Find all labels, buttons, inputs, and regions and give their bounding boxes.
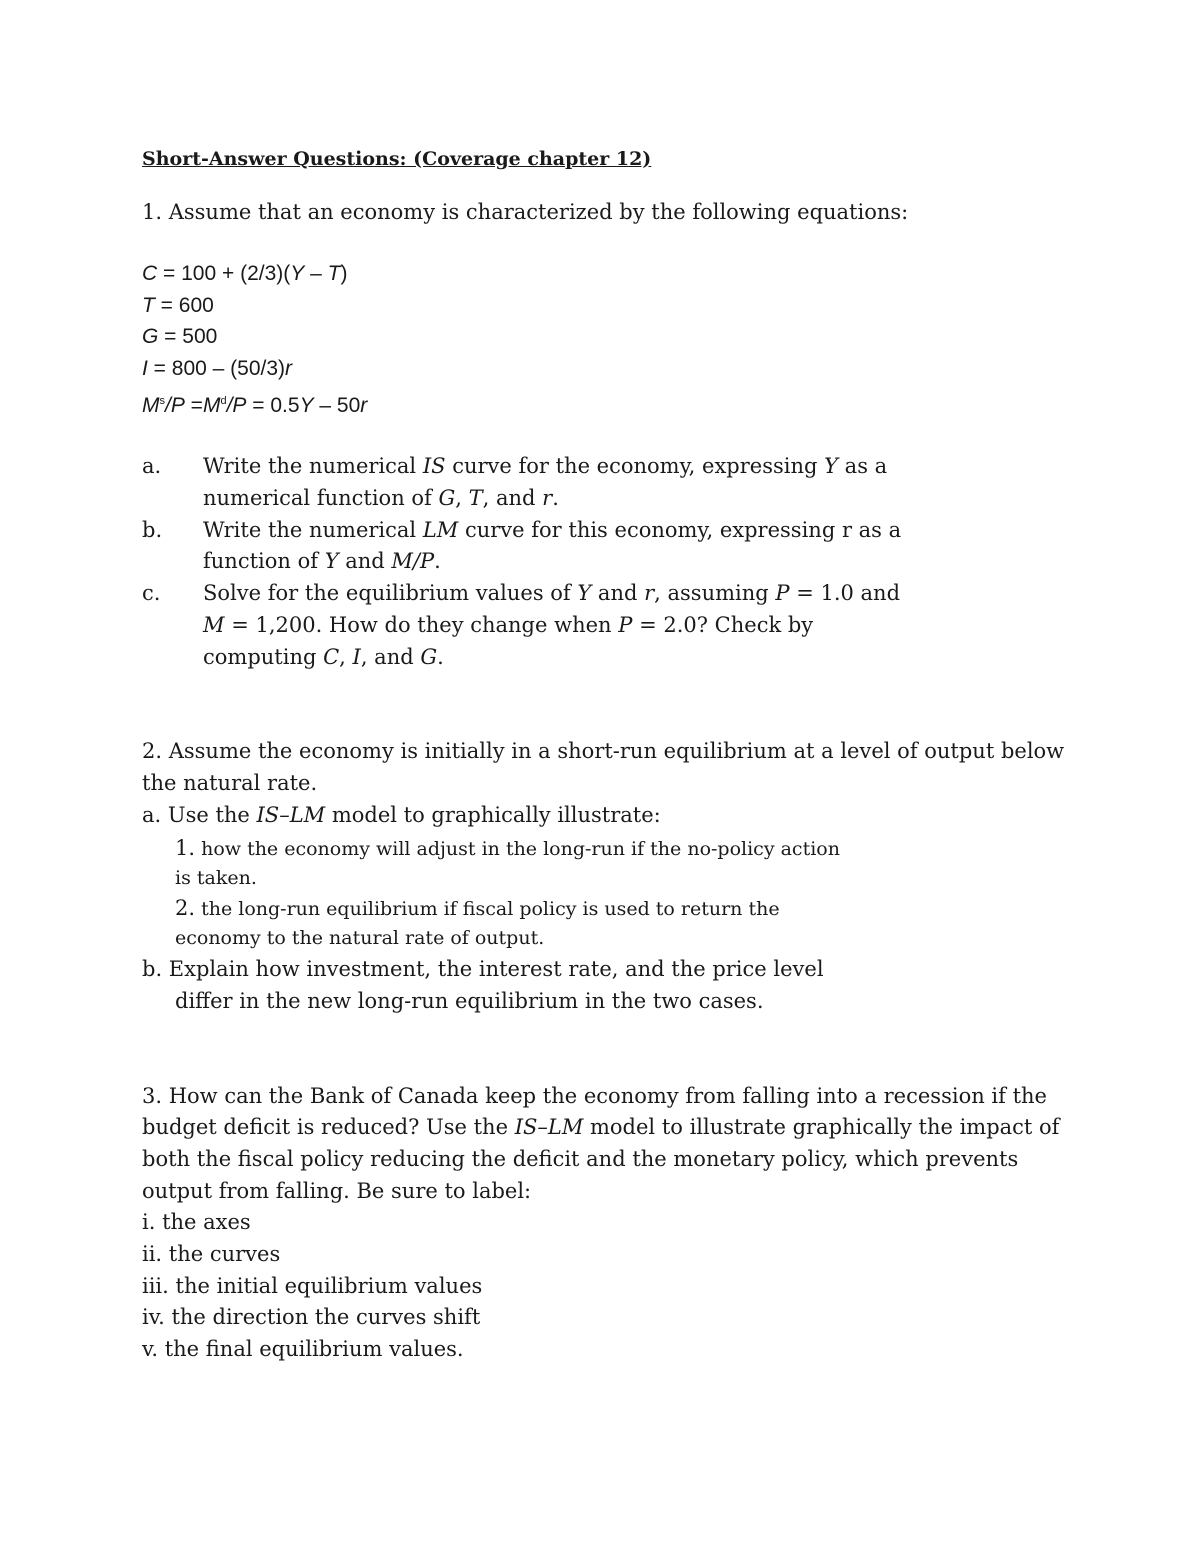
question-1c-line-3: computing C, I, and G. <box>203 645 444 669</box>
equation-taxes: T = 600 <box>142 294 214 317</box>
label-list-item: i. the axes <box>142 1210 251 1234</box>
question-1c-line-1: Solve for the equilibrium values of Y and r, assuming P = 1.0 and <box>203 581 901 605</box>
question-1c-line-2: M = 1,200. How do they change when P = 2.0? Check by <box>203 613 814 637</box>
question-3-line-4: output from falling. Be sure to label: <box>142 1179 532 1203</box>
question-2-line-2: the natural rate. <box>142 771 318 795</box>
page-title: Short-Answer Questions: (Coverage chapter 12) <box>142 148 652 170</box>
equation-consumption: C = 100 + (2/3)(Y – T) <box>142 262 348 285</box>
question-1a-line-2: numerical function of G, T, and r. <box>203 486 559 510</box>
label-list-item: iv. the direction the curves shift <box>142 1305 481 1329</box>
question-3-line-2: budget deficit is reduced? Use the IS–LM model to illustrate graphically the impact of <box>142 1115 1060 1139</box>
label-list-item: ii. the curves <box>142 1242 281 1266</box>
question-2a: a. Use the IS–LM model to graphically illustrate: <box>142 803 661 827</box>
question-2a-item-2: 2. the long-run equilibrium if fiscal policy is used to return the <box>175 896 780 920</box>
equation-money-market: $M^s/P =M^d/P = 0.5Y - 50r$ <box>142 394 368 417</box>
equation-government: G = 500 <box>142 325 218 348</box>
question-1b-line-2: function of Y and M/P. <box>203 549 441 573</box>
question-2b-line-2: differ in the new long-run equilibrium in the two cases. <box>175 989 764 1013</box>
equation-investment: I = 800 – (50/3)r <box>142 357 293 380</box>
question-2-line-1: 2. Assume the economy is initially in a short-run equilibrium at a level of output below <box>142 739 1065 763</box>
question-1a-line-1: Write the numerical IS curve for the economy, expressing Y as a <box>203 454 888 478</box>
label-list-item: iii. the initial equilibrium values <box>142 1274 483 1298</box>
question-2b-line-1: b. Explain how investment, the interest rate, and the price level <box>142 957 824 981</box>
question-2a-item-1: 1. how the economy will adjust in the long-run if the no-policy action <box>175 836 840 860</box>
question-1-intro: 1. Assume that an economy is characterized by the following equations: <box>142 200 909 224</box>
question-1b-line-1: Write the numerical LM curve for this economy, expressing r as a <box>203 518 902 542</box>
question-2a-item-1-cont: is taken. <box>175 867 257 889</box>
label-list-item: v. the final equilibrium values. <box>142 1337 464 1361</box>
question-3-line-1: 3. How can the Bank of Canada keep the economy from falling into a recession if the <box>142 1084 1047 1108</box>
question-1a-label: a. <box>142 454 162 478</box>
question-3-line-3: both the fiscal policy reducing the deficit and the monetary policy, which prevents <box>142 1147 1019 1171</box>
question-1b-label: b. <box>142 518 163 542</box>
question-2a-item-2-cont: economy to the natural rate of output. <box>175 927 545 949</box>
question-1c-label: c. <box>142 581 161 605</box>
